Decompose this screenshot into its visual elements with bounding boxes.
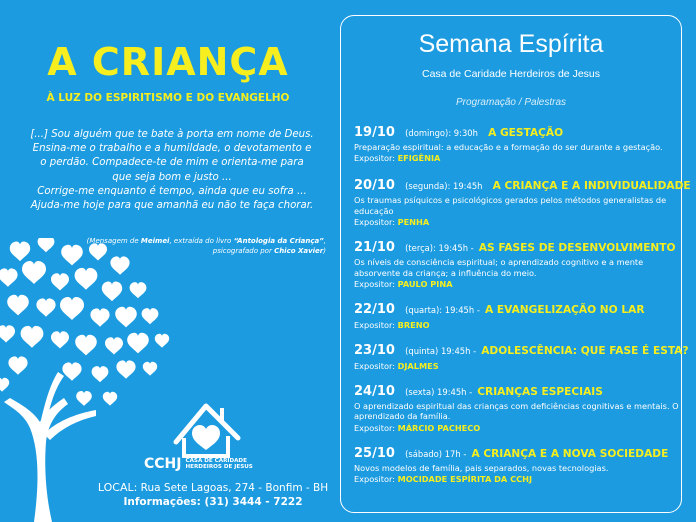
event-speaker: PAULO PINA <box>397 279 453 290</box>
credit-text: ) <box>323 247 326 255</box>
event-theme: AS FASES DE DESENVOLVIMENTO <box>478 242 676 255</box>
event-description: Preparação espiritual: a educação e a formação do ser durante a gestação. <box>354 142 663 152</box>
event-description: Os níveis de consciência espiritual; o aprendizado cognitivo e a mente absorvente da criança; a influência do meio. <box>354 257 644 278</box>
event-date: 22/10 <box>354 302 395 318</box>
event-item <box>354 122 680 164</box>
event-date: 19/10 <box>354 125 395 140</box>
event-speaker: BRENO <box>397 320 430 331</box>
program-panel <box>340 15 691 513</box>
program-label: Programação / Palestras <box>455 97 567 108</box>
event-speaker: MOCIDADE ESPÍRITA DA CCHJ <box>397 474 533 485</box>
cchj-logo <box>144 456 253 472</box>
location-info <box>90 481 336 509</box>
credit-book: “Antologia da Criança” <box>233 237 324 245</box>
event-speaker: EFIGÊNIA <box>397 153 441 164</box>
info-phone: (31) 3444 - 7222 <box>204 496 303 508</box>
poem-line: que seja bom e justo ... <box>112 171 232 183</box>
logo-abbreviation: CCHJ <box>144 456 182 472</box>
event-theme: ADOLESCÊNCIA: QUE FASE É ESTA? <box>481 345 689 358</box>
speaker-label: Expositor: <box>354 153 395 164</box>
logo-name-line: HERDEIROS DE JESUS <box>185 464 253 470</box>
event-theme: A EVANGELIZAÇÃO NO LAR <box>484 304 645 317</box>
poem-line: Ajuda-me hoje para que amanhã eu não te faça chorar. <box>30 200 314 212</box>
event-item <box>354 237 680 290</box>
event-time: (domingo): 9:30h <box>405 128 478 138</box>
event-theme: A CRIANÇA E A INDIVIDUALIDADE <box>492 180 691 193</box>
speaker-label: Expositor: <box>354 279 395 290</box>
event-time: (quinta) 19:45h - <box>405 346 477 357</box>
local-label: LOCAL: <box>97 481 138 494</box>
logo-name-line: CASA DE CARIDADE <box>185 457 247 464</box>
speaker-label: Expositor: <box>354 474 395 485</box>
event-time: (sexta) 19:45h - <box>405 387 473 398</box>
event-speaker: PENHA <box>397 217 430 228</box>
event-date: 23/10 <box>354 343 395 359</box>
poem-quote <box>14 128 330 213</box>
poem-line: o perdão. Compadece-te de mim e orienta-me para <box>40 157 304 169</box>
credit-medium: Chico Xavier <box>274 247 324 255</box>
event-time: (terça): 19:45h - <box>405 243 474 254</box>
event-theme: A GESTAÇÃO <box>488 127 564 139</box>
poem-line: [...] Sou alguém que te bate à porta em nome de Deus. <box>30 129 314 140</box>
event-list <box>354 120 691 485</box>
logo-fullname <box>185 458 252 471</box>
heart-tree-illustration <box>0 238 200 522</box>
speaker-label: Expositor: <box>354 320 395 331</box>
event-date: 25/10 <box>354 445 395 461</box>
poem-line: Ensina-me o trabalho e a humildade, o devotamento e <box>32 143 312 155</box>
event-description: Os traumas psíquicos e psicológicos gerados pelos métodos generalistas de educação <box>354 195 667 216</box>
event-description: Novos modelos de família, pais separados, novas tecnologias. <box>354 462 609 473</box>
event-date: 20/10 <box>354 178 395 194</box>
event-item <box>354 299 680 331</box>
event-time: (quarta): 19:45h - <box>405 305 480 316</box>
panel-title: Semana Espírita <box>418 30 604 58</box>
main-title: A CRIANÇA <box>47 40 289 84</box>
event-date: 24/10 <box>354 384 395 400</box>
event-item <box>354 381 680 434</box>
local-address: Rua Sete Lagoas, 274 - Bonfim - BH <box>140 482 329 494</box>
event-theme: A CRIANÇA E A NOVA SOCIEDADE <box>471 447 669 460</box>
panel-subtitle: Casa de Caridade Herdeiros de Jesus <box>421 68 600 80</box>
main-subtitle: À LUZ DO ESPIRITISMO E DO EVANGELHO <box>46 92 290 104</box>
event-theme: CRIANÇAS ESPECIAIS <box>477 386 603 399</box>
event-speaker: DJALMES <box>397 361 439 372</box>
event-item <box>354 340 689 372</box>
event-time: (segunda): 19:45h <box>405 181 483 192</box>
event-item <box>354 175 691 228</box>
speaker-label: Expositor: <box>354 217 395 228</box>
speaker-label: Expositor: <box>354 361 395 372</box>
event-date: 21/10 <box>354 240 395 256</box>
credit-text: , extraída do livro <box>169 237 234 245</box>
credit-author: Meimei <box>140 237 170 245</box>
credit-text: , psicografado por <box>212 237 326 255</box>
info-label: Informações: <box>123 496 201 508</box>
event-speaker: MÁRCIO PACHECO <box>397 422 481 433</box>
event-time: (sábado) 17h - <box>405 448 467 459</box>
credit-text: (Mensagem de <box>86 237 141 245</box>
speaker-label: Expositor: <box>354 422 395 433</box>
poem-line: Corrige-me enquanto é tempo, ainda que eu sofra ... <box>37 185 307 197</box>
event-description: O aprendizado espiritual das crianças com deficiências cognitivas e mentais. O aprendizado da família. <box>354 401 679 422</box>
event-item <box>354 443 680 485</box>
